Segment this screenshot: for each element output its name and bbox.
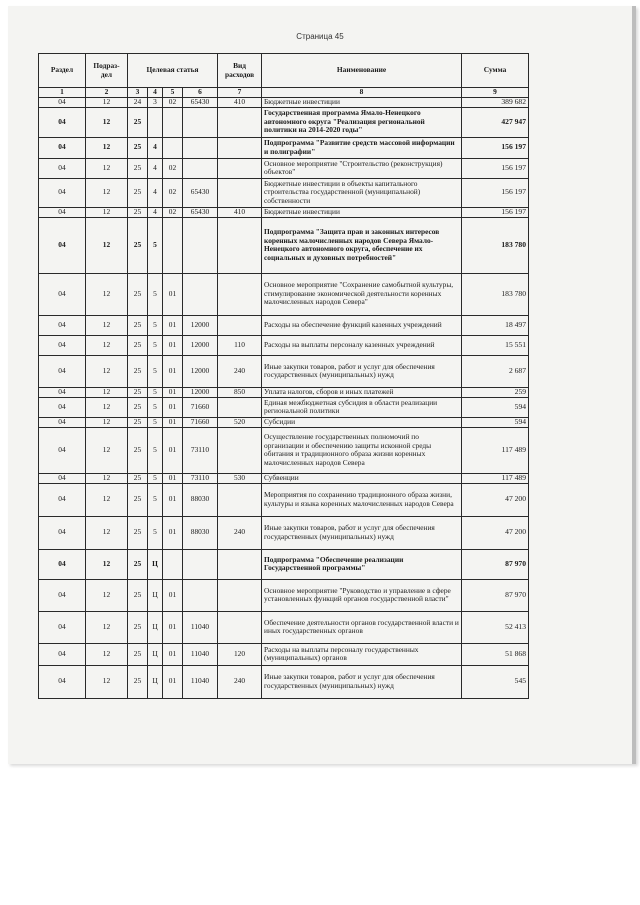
cell-cs-subprogram: Ц: [148, 611, 163, 643]
cell-cs-subprogram: 5: [148, 516, 163, 549]
cell-name: Расходы на выплаты персоналу казенных учреждений: [262, 335, 462, 355]
table-row: [39, 611, 529, 643]
table-body: [39, 97, 529, 698]
cell-summa: 47 200: [462, 483, 529, 516]
cell-cs-program: 25: [128, 178, 148, 207]
cell-cs-direction: 88030: [183, 483, 218, 516]
table-row: [39, 207, 529, 217]
cell-summa: 156 197: [462, 178, 529, 207]
table-row: [39, 158, 529, 178]
cell-vid-rashodov: 120: [218, 643, 262, 665]
cell-vid-rashodov: [218, 158, 262, 178]
cell-summa: 87 970: [462, 549, 529, 579]
cell-cs-subprogram: 5: [148, 417, 163, 427]
cell-podrazdel: 12: [86, 335, 128, 355]
cell-cs-measure: 01: [163, 273, 183, 315]
cell-cs-direction: [183, 158, 218, 178]
cell-podrazdel: 12: [86, 217, 128, 273]
cell-cs-program: 25: [128, 315, 148, 335]
cell-cs-subprogram: 4: [148, 207, 163, 217]
cell-cs-subprogram: 5: [148, 387, 163, 397]
cell-cs-direction: 12000: [183, 387, 218, 397]
cell-vid-rashodov: [218, 483, 262, 516]
cell-cs-measure: 01: [163, 417, 183, 427]
cell-name: Бюджетные инвестиции: [262, 207, 462, 217]
cell-cs-subprogram: 5: [148, 397, 163, 417]
cell-cs-program: 25: [128, 417, 148, 427]
cell-summa: 183 780: [462, 217, 529, 273]
cell-vid-rashodov: [218, 397, 262, 417]
header-razdel: Раздел: [39, 54, 86, 88]
cell-summa: 594: [462, 417, 529, 427]
cell-cs-direction: [183, 273, 218, 315]
cell-cs-direction: 12000: [183, 335, 218, 355]
cell-summa: 47 200: [462, 516, 529, 549]
cell-name: Иные закупки товаров, работ и услуг для обеспечения государственных (муниципальных) нужд: [262, 355, 462, 387]
header-vid-rashodov: Вид расходов: [218, 54, 262, 88]
cell-podrazdel: 12: [86, 207, 128, 217]
cell-cs-program: 25: [128, 397, 148, 417]
cell-cs-subprogram: [148, 107, 163, 137]
column-number-row: [39, 88, 529, 98]
column-number: 2: [86, 88, 128, 98]
header-row: [39, 54, 529, 88]
cell-cs-subprogram: 5: [148, 315, 163, 335]
cell-name: Подпрограмма "Защита прав и законных интересов коренных малочисленных народов Севера Ямало-Ненецкого автономного округа, обеспечение их социальных и духовных потребностей": [262, 217, 462, 273]
cell-cs-measure: 01: [163, 643, 183, 665]
cell-podrazdel: 12: [86, 107, 128, 137]
cell-razdel: 04: [39, 137, 86, 158]
cell-cs-measure: 01: [163, 397, 183, 417]
cell-cs-direction: 11040: [183, 665, 218, 698]
cell-vid-rashodov: [218, 137, 262, 158]
table-row: [39, 417, 529, 427]
table-row: [39, 643, 529, 665]
cell-razdel: 04: [39, 643, 86, 665]
cell-podrazdel: 12: [86, 643, 128, 665]
cell-razdel: 04: [39, 387, 86, 397]
column-number: 6: [183, 88, 218, 98]
cell-razdel: 04: [39, 217, 86, 273]
cell-cs-direction: 12000: [183, 315, 218, 335]
cell-name: Бюджетные инвестиции в объекты капитального строительства государственной (муниципальной) собственности: [262, 178, 462, 207]
cell-cs-measure: 02: [163, 207, 183, 217]
cell-cs-measure: [163, 107, 183, 137]
cell-cs-measure: 01: [163, 611, 183, 643]
cell-razdel: 04: [39, 483, 86, 516]
cell-cs-measure: 01: [163, 579, 183, 611]
cell-cs-direction: 11040: [183, 611, 218, 643]
cell-razdel: 04: [39, 611, 86, 643]
table-row: [39, 427, 529, 473]
cell-summa: 156 197: [462, 158, 529, 178]
cell-vid-rashodov: [218, 178, 262, 207]
cell-summa: 427 947: [462, 107, 529, 137]
cell-vid-rashodov: [218, 611, 262, 643]
cell-podrazdel: 12: [86, 516, 128, 549]
table-row: [39, 97, 529, 107]
cell-cs-measure: 02: [163, 97, 183, 107]
cell-podrazdel: 12: [86, 137, 128, 158]
cell-summa: 2 687: [462, 355, 529, 387]
cell-vid-rashodov: 240: [218, 355, 262, 387]
cell-cs-program: 25: [128, 107, 148, 137]
cell-cs-direction: 65430: [183, 97, 218, 107]
cell-cs-measure: 01: [163, 665, 183, 698]
cell-cs-subprogram: 4: [148, 178, 163, 207]
table-row: [39, 483, 529, 516]
header-celevaya-statya: Целевая статья: [128, 54, 218, 88]
cell-summa: 594: [462, 397, 529, 417]
cell-cs-program: 25: [128, 643, 148, 665]
cell-cs-subprogram: 5: [148, 217, 163, 273]
cell-cs-measure: 01: [163, 315, 183, 335]
cell-cs-direction: [183, 217, 218, 273]
cell-name: Государственная программа Ямало-Ненецкого автономного округа "Реализация региональной политики на 2014-2020 годы": [262, 107, 462, 137]
cell-cs-program: 25: [128, 273, 148, 315]
cell-vid-rashodov: 530: [218, 473, 262, 483]
cell-name: Расходы на обеспечение функций казенных учреждений: [262, 315, 462, 335]
cell-cs-subprogram: 5: [148, 483, 163, 516]
cell-podrazdel: 12: [86, 611, 128, 643]
cell-razdel: 04: [39, 97, 86, 107]
cell-summa: 545: [462, 665, 529, 698]
cell-cs-direction: [183, 579, 218, 611]
cell-summa: 389 682: [462, 97, 529, 107]
cell-razdel: 04: [39, 355, 86, 387]
cell-cs-subprogram: 5: [148, 473, 163, 483]
cell-cs-subprogram: Ц: [148, 549, 163, 579]
cell-summa: 117 489: [462, 427, 529, 473]
cell-cs-program: 25: [128, 516, 148, 549]
cell-podrazdel: 12: [86, 97, 128, 107]
cell-cs-direction: 88030: [183, 516, 218, 549]
cell-summa: 183 780: [462, 273, 529, 315]
table-row: [39, 516, 529, 549]
cell-podrazdel: 12: [86, 579, 128, 611]
cell-podrazdel: 12: [86, 549, 128, 579]
cell-summa: 259: [462, 387, 529, 397]
table-row: [39, 178, 529, 207]
cell-vid-rashodov: [218, 315, 262, 335]
budget-table: [38, 53, 529, 699]
cell-cs-subprogram: 4: [148, 158, 163, 178]
cell-cs-program: 25: [128, 473, 148, 483]
column-number: 3: [128, 88, 148, 98]
cell-podrazdel: 12: [86, 355, 128, 387]
cell-cs-subprogram: 5: [148, 273, 163, 315]
cell-razdel: 04: [39, 273, 86, 315]
cell-name: Подпрограмма "Развитие средств массовой информации и полиграфии": [262, 137, 462, 158]
table-row: [39, 579, 529, 611]
table-row: [39, 137, 529, 158]
cell-podrazdel: 12: [86, 158, 128, 178]
cell-cs-measure: 01: [163, 387, 183, 397]
cell-vid-rashodov: 110: [218, 335, 262, 355]
cell-cs-measure: 01: [163, 473, 183, 483]
column-number: 7: [218, 88, 262, 98]
cell-cs-program: 25: [128, 549, 148, 579]
column-number: 4: [148, 88, 163, 98]
cell-cs-program: 25: [128, 137, 148, 158]
cell-razdel: 04: [39, 335, 86, 355]
cell-cs-direction: 11040: [183, 643, 218, 665]
cell-cs-program: 24: [128, 97, 148, 107]
cell-podrazdel: 12: [86, 417, 128, 427]
table-row: [39, 273, 529, 315]
column-number: 8: [262, 88, 462, 98]
cell-cs-direction: 12000: [183, 355, 218, 387]
cell-name: Основное мероприятие "Руководство и управление в сфере установленных функций органов государственной власти": [262, 579, 462, 611]
cell-summa: 15 551: [462, 335, 529, 355]
table-row: [39, 549, 529, 579]
cell-podrazdel: 12: [86, 473, 128, 483]
cell-cs-program: 25: [128, 217, 148, 273]
header-name: Наименование: [262, 54, 462, 88]
table-row: [39, 335, 529, 355]
cell-razdel: 04: [39, 207, 86, 217]
cell-name: Иные закупки товаров, работ и услуг для обеспечения государственных (муниципальных) нужд: [262, 516, 462, 549]
cell-cs-measure: 01: [163, 516, 183, 549]
cell-vid-rashodov: [218, 107, 262, 137]
cell-razdel: 04: [39, 516, 86, 549]
cell-razdel: 04: [39, 315, 86, 335]
cell-cs-subprogram: 5: [148, 335, 163, 355]
cell-summa: 156 197: [462, 137, 529, 158]
cell-razdel: 04: [39, 158, 86, 178]
cell-vid-rashodov: 520: [218, 417, 262, 427]
header-summa: Сумма: [462, 54, 529, 88]
cell-cs-program: 25: [128, 611, 148, 643]
cell-razdel: 04: [39, 107, 86, 137]
cell-cs-measure: 01: [163, 335, 183, 355]
cell-razdel: 04: [39, 665, 86, 698]
cell-summa: 87 970: [462, 579, 529, 611]
cell-cs-measure: 01: [163, 427, 183, 473]
cell-cs-subprogram: 5: [148, 427, 163, 473]
cell-summa: 156 197: [462, 207, 529, 217]
cell-name: Основное мероприятие "Строительство (реконструкция) объектов": [262, 158, 462, 178]
cell-cs-measure: 01: [163, 355, 183, 387]
cell-razdel: 04: [39, 397, 86, 417]
cell-vid-rashodov: [218, 427, 262, 473]
cell-name: Осуществление государственных полномочий по организации и обеспечению защиты исконной среды обитания и традиционного образа жизни коренных малочисленных народов Севера: [262, 427, 462, 473]
cell-name: Субвенции: [262, 473, 462, 483]
cell-summa: 18 497: [462, 315, 529, 335]
cell-name: Подпрограмма "Обеспечение реализации Государственной программы": [262, 549, 462, 579]
cell-summa: 52 413: [462, 611, 529, 643]
cell-vid-rashodov: 410: [218, 207, 262, 217]
cell-cs-program: 25: [128, 579, 148, 611]
table-row: [39, 473, 529, 483]
page-label: Страница 45: [296, 32, 344, 41]
cell-razdel: 04: [39, 427, 86, 473]
cell-name: Иные закупки товаров, работ и услуг для обеспечения государственных (муниципальных) нужд: [262, 665, 462, 698]
cell-cs-program: 25: [128, 335, 148, 355]
scanned-page: [8, 6, 636, 764]
cell-name: Расходы на выплаты персоналу государственных (муниципальных) органов: [262, 643, 462, 665]
cell-cs-measure: 02: [163, 158, 183, 178]
cell-cs-direction: 71660: [183, 417, 218, 427]
cell-vid-rashodov: [218, 217, 262, 273]
column-number: 9: [462, 88, 529, 98]
cell-cs-direction: [183, 549, 218, 579]
cell-vid-rashodov: [218, 549, 262, 579]
cell-cs-direction: 65430: [183, 178, 218, 207]
column-number: 1: [39, 88, 86, 98]
table-row: [39, 387, 529, 397]
table-row: [39, 217, 529, 273]
cell-cs-program: 25: [128, 483, 148, 516]
table-row: [39, 315, 529, 335]
cell-cs-program: 25: [128, 158, 148, 178]
cell-podrazdel: 12: [86, 273, 128, 315]
cell-cs-subprogram: Ц: [148, 579, 163, 611]
cell-cs-subprogram: 5: [148, 355, 163, 387]
cell-vid-rashodov: 240: [218, 516, 262, 549]
cell-name: Мероприятия по сохранению традиционного образа жизни, культуры и языка коренных малочисленных народов Севера: [262, 483, 462, 516]
cell-cs-program: 25: [128, 355, 148, 387]
table-row: [39, 107, 529, 137]
cell-name: Уплата налогов, сборов и иных платежей: [262, 387, 462, 397]
cell-cs-program: 25: [128, 207, 148, 217]
cell-vid-rashodov: [218, 579, 262, 611]
cell-name: Субсидии: [262, 417, 462, 427]
cell-razdel: 04: [39, 549, 86, 579]
table-row: [39, 665, 529, 698]
cell-vid-rashodov: 240: [218, 665, 262, 698]
cell-cs-subprogram: 4: [148, 137, 163, 158]
cell-razdel: 04: [39, 417, 86, 427]
cell-summa: 117 489: [462, 473, 529, 483]
cell-podrazdel: 12: [86, 397, 128, 417]
cell-cs-measure: [163, 549, 183, 579]
cell-name: Обеспечение деятельности органов государственной власти и иных государственных органов: [262, 611, 462, 643]
cell-podrazdel: 12: [86, 483, 128, 516]
cell-podrazdel: 12: [86, 665, 128, 698]
cell-cs-program: 25: [128, 387, 148, 397]
cell-cs-subprogram: Ц: [148, 665, 163, 698]
cell-name: Основное мероприятие "Сохранение самобытной культуры, стимулирование экономической деятельности коренных малочисленных народов Севера": [262, 273, 462, 315]
cell-vid-rashodov: [218, 273, 262, 315]
column-number: 5: [163, 88, 183, 98]
cell-razdel: 04: [39, 579, 86, 611]
cell-cs-direction: 73110: [183, 427, 218, 473]
cell-razdel: 04: [39, 473, 86, 483]
cell-cs-direction: 73110: [183, 473, 218, 483]
header-podrazdel: Подраз-дел: [86, 54, 128, 88]
cell-cs-measure: [163, 217, 183, 273]
cell-cs-direction: 65430: [183, 207, 218, 217]
cell-cs-direction: 71660: [183, 397, 218, 417]
cell-cs-program: 25: [128, 665, 148, 698]
cell-name: Единая межбюджетная субсидия в области реализации региональной политики: [262, 397, 462, 417]
cell-podrazdel: 12: [86, 178, 128, 207]
table-row: [39, 355, 529, 387]
cell-name: Бюджетные инвестиции: [262, 97, 462, 107]
cell-podrazdel: 12: [86, 315, 128, 335]
cell-cs-direction: [183, 137, 218, 158]
cell-cs-subprogram: 3: [148, 97, 163, 107]
cell-cs-measure: 01: [163, 483, 183, 516]
cell-vid-rashodov: 850: [218, 387, 262, 397]
cell-cs-measure: [163, 137, 183, 158]
cell-summa: 51 868: [462, 643, 529, 665]
cell-vid-rashodov: 410: [218, 97, 262, 107]
cell-podrazdel: 12: [86, 427, 128, 473]
cell-podrazdel: 12: [86, 387, 128, 397]
cell-cs-measure: 02: [163, 178, 183, 207]
table-row: [39, 397, 529, 417]
cell-cs-subprogram: Ц: [148, 643, 163, 665]
cell-razdel: 04: [39, 178, 86, 207]
cell-cs-direction: [183, 107, 218, 137]
cell-cs-program: 25: [128, 427, 148, 473]
